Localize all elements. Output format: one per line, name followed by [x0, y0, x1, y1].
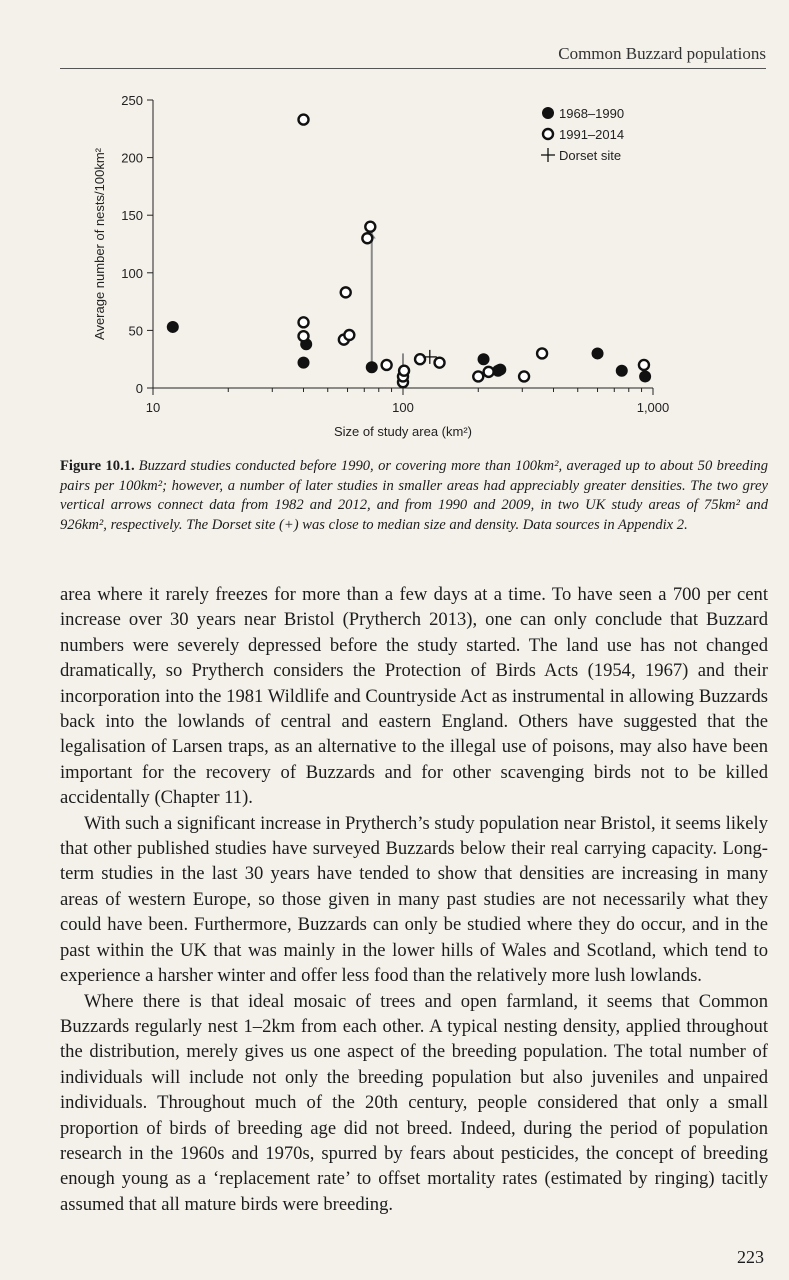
point-1991-2014 [639, 360, 649, 370]
legend-label: Dorset site [559, 148, 622, 163]
paragraph-3: Where there is that ideal mosaic of trees and open farmland, it seems that Common Buzzards regularly nest 1–2km from each other. A typical nesting density, applied throughout the distribution, merely gives us one aspect of the breeding population. The total number of individuals will include not only the breeding population but also juveniles and unpaired individuals. Throughout much of the 20th century, people considered that only a small proportion of birds of breeding age did not breed. Indeed, during the period of population research in the 1960s and 1970s, spurred by fears about pesticides, the concept of breeding enough young as a ‘replacement rate’ to offset mortality rates (estimated by ringing) tacitly assumed that all mature birds were breeding. [60, 990, 768, 1215]
chart-arrows [368, 232, 407, 376]
point-1991-2014 [365, 222, 375, 232]
point-1991-2014 [484, 367, 494, 377]
y-tick-label: 0 [135, 381, 143, 396]
point-1991-2014 [519, 371, 529, 381]
legend-marker-plus [541, 148, 555, 162]
point-1991-2014 [382, 360, 392, 370]
x-axis-label: Size of study area (km²) [334, 424, 472, 439]
paragraph-1: area where it rarely freezes for more than a few days at a time. To have seen a 700 per cent increase over 30 years near Bristol (Prytherch 2013), one can only conclude that Buzzard numbers were severely depressed before the study started. The land use has not changed dramatically, so Prytherch considers the Protection of Birds Acts (1954, 1967) and their incorporation into the 1981 Wildlife and Countryside Act as instrumental in allowing Buzzards back into the lowlands of central and eastern England. Others have suggested that the legalisation of Larsen traps, as an alternative to the illegal use of poisons, may also have been important for the recovery of Buzzards and for other scavenging birds not to be killed accidentally (Chapter 11). [60, 584, 768, 809]
point-1991-2014 [415, 354, 425, 364]
point-1968-1990 [298, 357, 310, 369]
y-axis-label: Average number of nests/100km² [92, 148, 107, 340]
page-number: 223 [737, 1247, 764, 1267]
chart-legend [541, 106, 624, 163]
point-1968-1990 [478, 353, 490, 365]
point-1991-2014 [299, 317, 309, 327]
figure-label: Figure 10.1. [60, 458, 135, 474]
point-1991-2014 [473, 371, 483, 381]
y-tick-label: 100 [121, 265, 143, 281]
header-rule [60, 68, 766, 69]
y-tick-label: 200 [121, 150, 143, 166]
paragraph-2: With such a significant increase in Prytherch’s study population near Bristol, it seems likely that other published studies have surveyed Buzzards below their real carrying capacity. Long-term studies in the last 30 years have tended to show that densities are increasing in many areas of western Europe, so those given in many past studies are not necessarily what they could have been. Furthermore, Buzzards can only be studied where they do occur, and in the past within the UK that was mainly in the lower hills of Wales and Scotland, which tend to experience a harsher winter and offer less food than the relatively more lush lowlands. [60, 812, 768, 987]
point-1991-2014 [344, 330, 354, 340]
point-1991-2014 [435, 358, 445, 368]
point-1968-1990 [639, 370, 651, 382]
legend-label: 1968–1990 [559, 106, 625, 121]
point-1991-2014 [399, 366, 409, 376]
x-tick-label: 100 [392, 400, 414, 415]
figure-caption-text: Buzzard studies conducted before 1990, or covering more than 100km², averaged up to about 50 breeding pairs per 100km²; however, a number of later studies in smaller areas had appreciably greater densities. The two grey vertical arrows connect data from 1982 and 2012, and from 1990 and 2009, in two UK study areas of 75km² and 926km², respectively. The Dorset site (+) was close to median size and density. Data sources in Appendix 2. [60, 458, 768, 533]
legend-marker-filled [542, 107, 554, 119]
running-head: Common Buzzard populations [558, 44, 766, 63]
point-1968-1990 [494, 364, 506, 376]
body-text [60, 582, 768, 1217]
point-1991-2014 [299, 331, 309, 341]
point-1968-1990 [616, 365, 628, 377]
point-1991-2014 [537, 348, 547, 358]
point-1991-2014 [341, 287, 351, 297]
chart-axes [92, 93, 669, 439]
figure-caption [60, 457, 768, 535]
point-1991-2014 [299, 115, 309, 125]
x-tick-label: 1,000 [636, 400, 670, 415]
point-1968-1990 [167, 321, 179, 333]
y-tick-label: 150 [121, 208, 143, 224]
buzzard-density-chart [60, 80, 680, 450]
legend-label: 1991–2014 [559, 127, 625, 142]
point-1968-1990 [366, 361, 378, 373]
y-tick-label: 50 [128, 323, 143, 339]
x-tick-label: 10 [145, 400, 161, 415]
y-tick-label: 250 [121, 93, 143, 108]
point-1968-1990 [592, 347, 604, 359]
legend-marker-open [543, 129, 553, 139]
point-1991-2014 [362, 233, 372, 243]
